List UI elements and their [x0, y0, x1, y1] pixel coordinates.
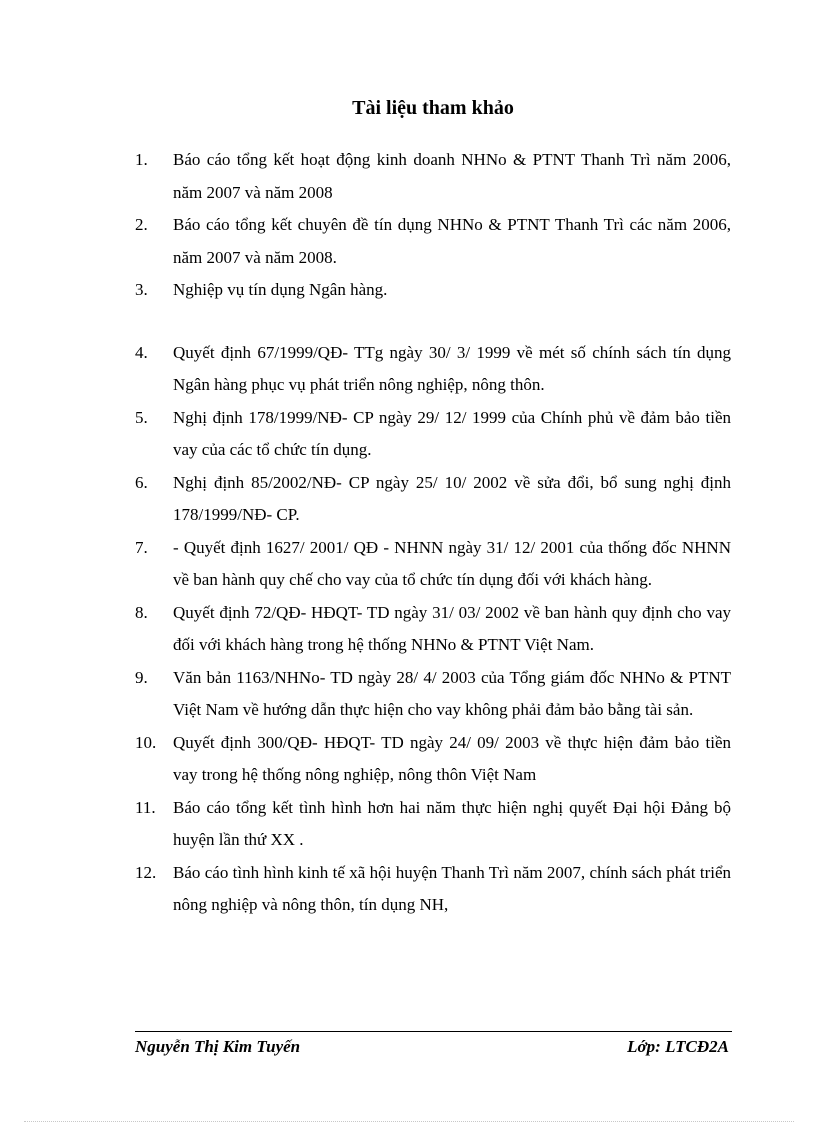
reference-item	[135, 467, 731, 532]
reference-item	[135, 209, 731, 274]
reference-number: 3.	[135, 280, 148, 299]
reference-text: Quyết định 67/1999/QĐ- TTg ngày 30/ 3/ 1999 về mét số chính sách tín dụng Ngân hàng phục vụ phát triển nông nghiệp, nông thôn.	[173, 342, 731, 394]
reference-text: Báo cáo tình hình kinh tế xã hội huyện Thanh Trì năm 2007, chính sách phát triển nông nghiệp và nông thôn, tín dụng NH,	[173, 862, 731, 914]
reference-list	[135, 144, 731, 922]
reference-number: 10.	[135, 732, 157, 752]
page-footer	[135, 1036, 729, 1058]
reference-item	[135, 597, 731, 662]
reference-text: Báo cáo tổng kết chuyên đề tín dụng NHNo & PTNT Thanh Trì các năm 2006, năm 2007 và năm 2008.	[173, 215, 731, 267]
reference-number: 8.	[135, 602, 148, 622]
spacer	[135, 307, 731, 337]
reference-number: 11.	[135, 797, 156, 817]
reference-number: 9.	[135, 667, 148, 687]
reference-item	[135, 337, 731, 402]
reference-item	[135, 274, 731, 307]
reference-number: 12.	[135, 862, 157, 882]
reference-text: Nghị định 178/1999/NĐ- CP ngày 29/ 12/ 1999 của Chính phủ về đảm bảo tiền vay của các tổ chức tín dụng.	[173, 407, 731, 459]
reference-item	[135, 144, 731, 209]
footer-author: Nguyễn Thị Kim Tuyến	[135, 1037, 301, 1056]
footer-class: Lớp: LTCĐ2A	[627, 1037, 729, 1056]
reference-text: Nghị định 85/2002/NĐ- CP ngày 25/ 10/ 2002 về sửa đổi, bổ sung nghị định 178/1999/NĐ- CP.	[173, 472, 731, 524]
reference-text: Nghiệp vụ tín dụng Ngân hàng.	[173, 280, 388, 299]
reference-text: Báo cáo tổng kết hoạt động kinh doanh NHNo & PTNT Thanh Trì năm 2006, năm 2007 và năm 2008	[173, 150, 731, 202]
reference-item	[135, 662, 731, 727]
reference-text: - Quyết định 1627/ 2001/ QĐ - NHNN ngày 31/ 12/ 2001 của thống đốc NHNN về ban hành quy chế cho vay của tổ chức tín dụng đối với khách hàng.	[173, 537, 731, 589]
reference-text: Quyết định 72/QĐ- HĐQT- TD ngày 31/ 03/ 2002 về ban hành quy định cho vay đối với khách hàng trong hệ thống NHNo & PTNT Việt Nam.	[173, 602, 731, 654]
reference-item	[135, 532, 731, 597]
page-bottom-border	[24, 1121, 794, 1122]
reference-text: Báo cáo tổng kết tình hình hơn hai năm thực hiện nghị quyết Đại hội Đảng bộ huyện lần thứ XX .	[173, 797, 731, 849]
footer-divider	[135, 1031, 732, 1032]
reference-item	[135, 727, 731, 792]
reference-text: Văn bản 1163/NHNo- TD ngày 28/ 4/ 2003 của Tổng giám đốc NHNo & PTNT Việt Nam về hướng dẫn thực hiện cho vay không phải đảm bảo bằng tài sản.	[173, 667, 731, 719]
page-title: Tài liệu tham khảo	[352, 97, 514, 119]
reference-number: 4.	[135, 342, 148, 362]
reference-number: 7.	[135, 537, 148, 557]
reference-number: 6.	[135, 472, 148, 492]
reference-item	[135, 792, 731, 857]
reference-number: 1.	[135, 150, 148, 169]
reference-number: 2.	[135, 215, 148, 234]
reference-item	[135, 402, 731, 467]
reference-number: 5.	[135, 407, 148, 427]
reference-text: Quyết định 300/QĐ- HĐQT- TD ngày 24/ 09/ 2003 về thực hiện đảm bảo tiền vay trong hệ thống nông nghiệp, nông thôn Việt Nam	[173, 732, 731, 784]
reference-item	[135, 857, 731, 922]
